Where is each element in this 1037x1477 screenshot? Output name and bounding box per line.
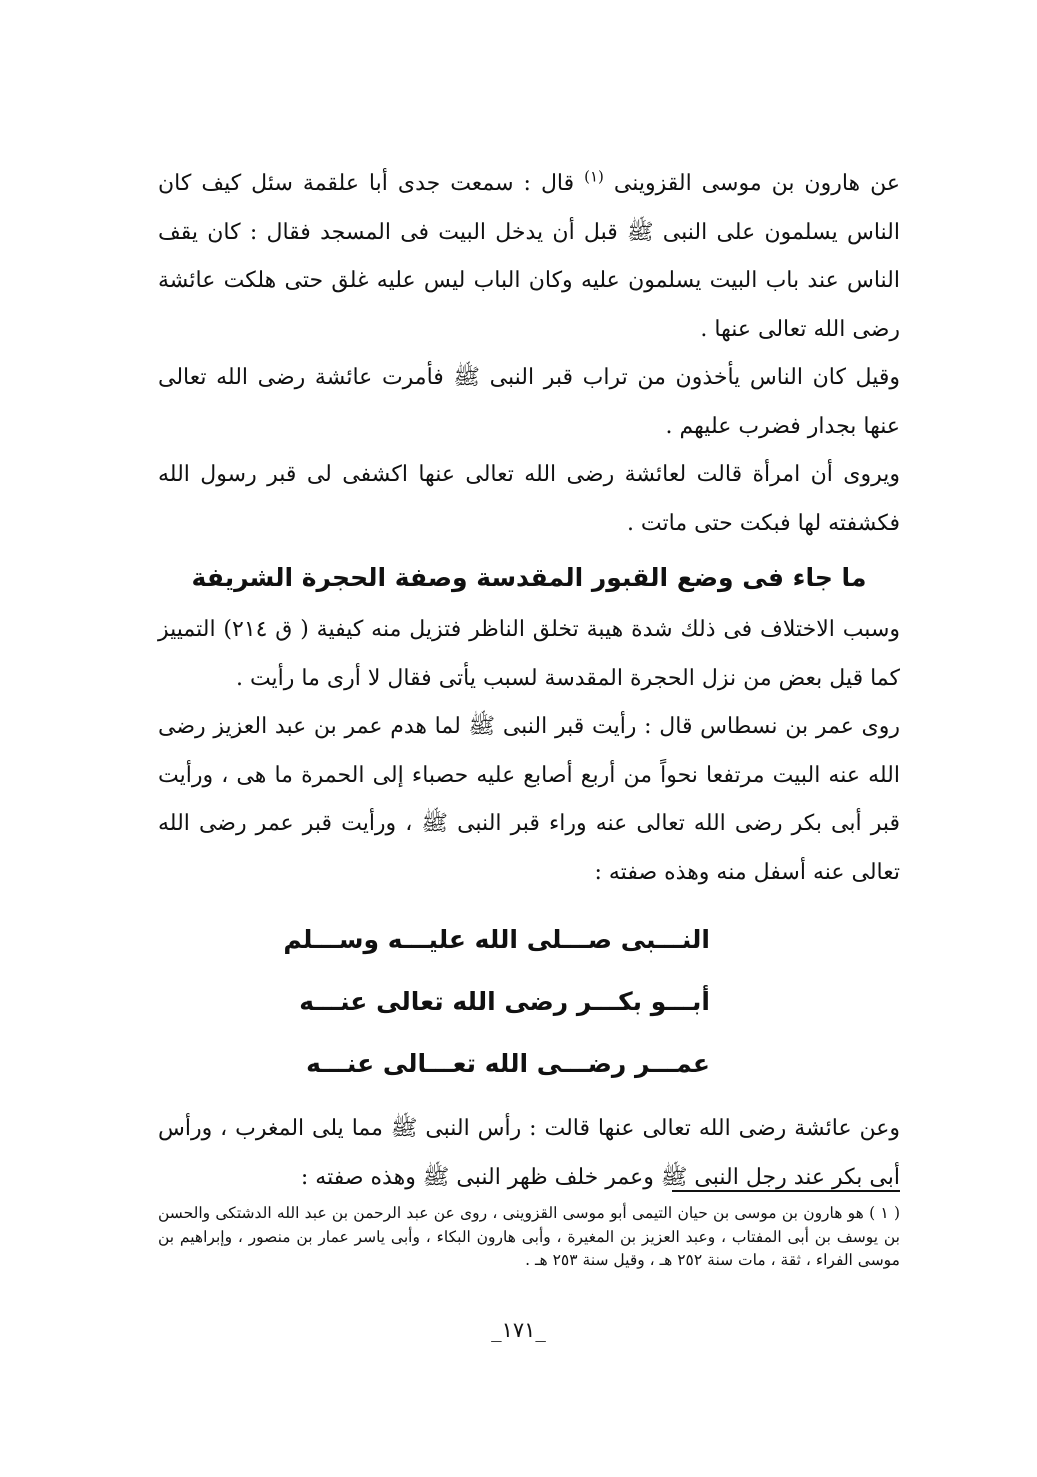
graves-arrangement-diagram	[158, 909, 900, 1095]
diagram-line-prophet: النـــبى صـــلى الله عليـــه وســـلم	[283, 925, 710, 954]
paragraph-harun-narration	[158, 160, 900, 354]
diagram-line-umar: عمـــر رضـــى الله تعـــالى عنـــه	[306, 1049, 710, 1078]
footnote-separator	[672, 1190, 900, 1192]
paragraph-aisha-narration: وعن عائشة رضى الله تعالى عنها قالت : رأس النبى ﷺ مما يلى المغرب ، ورأس أبى بكر عند رجل النبى ﷺ وعمر خلف ظهر النبى ﷺ وهذه صفته :	[158, 1116, 900, 1190]
paragraph-woman-narration: ويروى أن امرأة قالت لعائشة رضى الله تعالى عنها اكشفى لى قبر رسول الله فكشفته لها فبكت حتى ماتت .	[158, 462, 900, 536]
page-body	[158, 160, 900, 1202]
paragraph-soil-narration: وقيل كان الناس يأخذون من تراب قبر النبى ﷺ فأمرت عائشة رضى الله تعالى عنها بجدار فضرب عليهم .	[158, 365, 901, 439]
paragraph-text-rest: قال : سمعت جدى أبا علقمة سئل كيف كان الناس يسلمون على النبى ﷺ قبل أن يدخل البيت فى المسجد فقال : كان يقف الناس عند باب البيت يسلمون عليه وكان الباب ليس عليه غلق حتى هلكت عائشة رضى الله تعالى عنها .	[158, 171, 900, 342]
section-heading: ما جاء فى وضع القبور المقدسة وصفة الحجرة الشريفة	[191, 563, 867, 592]
diagram-line-abu-bakr: أبـــو بكـــر رضى الله تعالى عنـــه	[299, 987, 710, 1016]
footnote-reference[interactable]: (١)	[584, 167, 604, 186]
paragraph-text-start: عن هارون بن موسى القزوينى	[613, 171, 900, 196]
footnote	[158, 1202, 900, 1273]
page-number: _١٧١_	[491, 1318, 546, 1342]
footnote-text: ( ١ ) هو هارون بن موسى بن حيان التيمى أبو موسى القزوينى ، روى عن عبد الرحمن بن عبد الله الدشتكى والحسن بن يوسف بن أبى المفتاب ، وعبد العزيز بن المغيرة ، وأبى هارون البكاء ، وأبى ياسر عمار بن منصور ، وإبراهيم بن موسى الفراء ، ثقة ، مات سنة ٢٥٢ هـ ، وقيل سنة ٢٥٣ هـ .	[158, 1204, 900, 1269]
paragraph-umar-narration: روى عمر بن نسطاس قال : رأيت قبر النبى ﷺ لما هدم عمر بن عبد العزيز رضى الله عنه البيت مرتفعا نحواً من أربع أصابع عليه حصباء إلى الحمرة ما هى ، ورأيت قبر أبى بكر رضى الله تعالى عنه وراء قبر النبى ﷺ ، ورأيت قبر عمر رضى الله تعالى عنه أسفل منه وهذه صفته :	[158, 714, 901, 885]
paragraph-reason: وسبب الاختلاف فى ذلك شدة هيبة تخلق الناظر فتزيل منه كيفية ( ق ٢١٤) التمييز كما قيل بعض من نزل الحجرة المقدسة لسبب يأتى فقال لا أرى ما رأيت .	[158, 617, 900, 691]
